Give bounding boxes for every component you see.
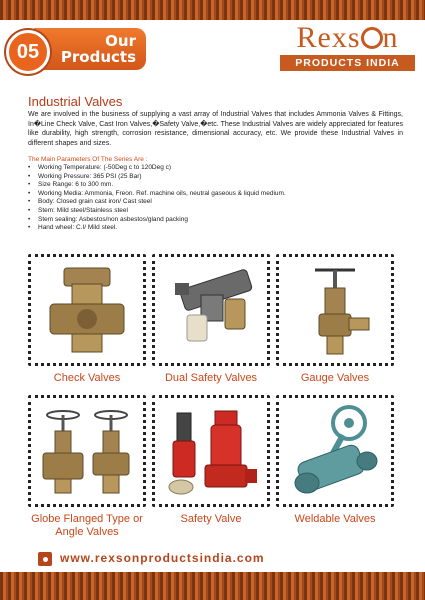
safety-valve-icon — [161, 401, 261, 501]
website-link[interactable]: www.rexsonproductsindia.com — [60, 551, 265, 565]
list-item: • Stem: Mild steel/Stainless steel — [28, 207, 403, 216]
brand-logo — [280, 22, 415, 71]
product-image-frame — [152, 254, 270, 366]
brand-o-mark-icon — [361, 27, 383, 49]
list-item: • Working Media: Ammonia, Freon. Ref. machine oils, neutral gaseous & liquid medium. — [28, 190, 403, 199]
product-image-frame — [28, 395, 146, 507]
product-caption: Weldable Valves — [294, 513, 376, 525]
check-valve-icon — [42, 262, 132, 358]
product-caption: Gauge Valves — [300, 372, 370, 384]
product-image-frame — [276, 254, 394, 366]
product-caption: Globe Flanged Type or Angle Valves — [31, 513, 143, 538]
product-caption: Dual Safety Valves — [164, 372, 258, 384]
gauge-valve-icon — [295, 260, 375, 360]
intro-paragraph: We are involved in the business of supplying a vast array of Industrial Valves that includes Ammonia Valves & Fittings, In�Line Check Valve, Cast Iron Valves,�Safety Valve,�etc. These Industrial Valves are widely appreciated for features like durability, high strength, corrosion resistance, dimensional accuracy, etc. We provide these Industrial Valves in different shapes and sizes. — [28, 111, 403, 147]
section-title-line1: Our — [105, 32, 136, 50]
product-image-frame — [276, 395, 394, 507]
product-image-frame — [28, 254, 146, 366]
section-number: 05 — [16, 40, 40, 63]
product-globe-flanged-valves — [28, 395, 146, 539]
globe-valve-icon — [35, 403, 139, 499]
section-number-badge — [6, 30, 50, 74]
product-dual-safety-valves — [152, 254, 270, 385]
product-gauge-valves — [276, 254, 394, 385]
dual-safety-valve-icon — [161, 265, 261, 355]
list-item: • Stem sealing: Asbestos/non asbestos/gland packing — [28, 216, 403, 225]
product-weldable-valves — [276, 395, 394, 526]
section-title-line2: Products — [60, 48, 136, 66]
list-item: • Hand wheel: C.I/ Mild steel. — [28, 224, 403, 233]
top-stripe-band — [0, 0, 425, 20]
page-title: Industrial Valves — [28, 94, 123, 109]
list-item: • Size Range: 6 to 300 mm. — [28, 181, 403, 190]
list-item: • Body: Closed grain cast iron/ Cast steel — [28, 198, 403, 207]
bullet-icon — [38, 552, 52, 566]
bottom-stripe-band — [0, 572, 425, 600]
params-heading: The Main Parameters Of The Series Are : — [28, 156, 148, 163]
params-list — [28, 164, 403, 233]
weldable-valve-icon — [285, 401, 385, 501]
product-safety-valve — [152, 395, 270, 526]
list-item: • Working Pressure: 365 PSI (25 Bar) — [28, 173, 403, 182]
brand-name: Rexs n — [296, 21, 399, 54]
product-image-frame — [152, 395, 270, 507]
product-caption: Safety Valve — [180, 513, 242, 525]
list-item: • Working Temperature: (-50Deg c to 120Deg c) — [28, 164, 403, 173]
brand-subtitle: PRODUCTS INDIA — [280, 55, 415, 71]
product-check-valves — [28, 254, 146, 385]
section-title-tab — [34, 28, 146, 70]
product-caption: Check Valves — [53, 372, 121, 384]
